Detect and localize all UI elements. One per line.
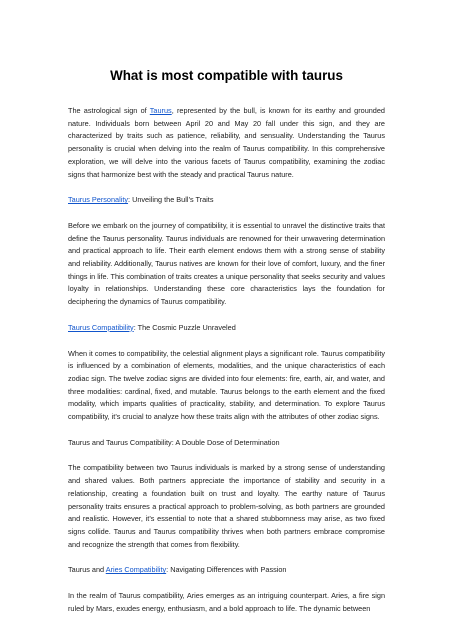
taurus-compatibility-link[interactable]: Taurus Compatibility	[68, 322, 134, 332]
taurus-and-aries-paragraph: In the realm of Taurus compatibility, Aries emerges as an intriguing counterpart. Aries, a fire sign ruled by Mars, exudes energy, enthusiasm, and a bold approach to life. The dynamic between	[68, 591, 385, 613]
aries-compatibility-link[interactable]: Aries Compatibility	[105, 565, 167, 575]
taurus-personality-paragraph: Before we embark on the journey of compatibility, it is essential to unravel the distinctive traits that define the Taurus personality. Taurus individuals are renowned for their unwavering determination and practical approach to life. Their earth element endows them with a strong sense of stability and reliability. Additionally, Taurus natives are known for their love of comfort, luxury, and the finer things in life. This combination of traits creates a unique personality that seeks security and values loyalty in relationships. Understanding these core characteristics lays the foundation for deciphering the dynamics of Taurus compatibility.	[68, 220, 385, 307]
taurus-and-taurus-paragraph: The compatibility between two Taurus individuals is marked by a strong sense of understanding and shared values. Both partners appreciate the importance of stability and security in a relationship, creating a foundation built on trust and loyalty. The earthy nature of Taurus personality traits ensures a practical approach to problem-solving, as both partners are grounded and realistic. However, it’s essential to note that a shared stubbornness may arise, as two fixed signs collide. Taurus and Taurus compatibility thrives when both partners embrace compromise and recognize the strength that comes from flexibility.	[68, 463, 385, 549]
section-heading-taurus-and-aries	[68, 564, 385, 577]
section-heading-taurus-compatibility	[68, 322, 385, 335]
taurus-personality-link[interactable]: Taurus Personality	[68, 195, 129, 205]
section-heading-text: : The Cosmic Puzzle Unraveled	[133, 322, 236, 332]
taurus-compatibility-paragraph: When it comes to compatibility, the celestial alignment plays a significant role. Taurus compatibility is influenced by a combination of elements, modalities, and the unique characteristics of each zodiac sign. The twelve zodiac signs are divided into four elements: fire, earth, air, and water, and three modalities: cardinal, fixed, and mutable. Taurus belongs to the earth element and the fixed modality, which imparts qualities of practicality, stability, and determination. To explore Taurus compatibility, it’s crucial to analyze how these traits align with the attributes of other zodiac signs.	[68, 348, 385, 422]
intro-paragraph	[68, 105, 385, 181]
taurus-link[interactable]: Taurus	[149, 106, 172, 115]
section-heading-taurus-personality	[68, 194, 385, 207]
section-heading-text: : Unveiling the Bull’s Traits	[128, 195, 214, 205]
document-title: What is most compatible with taurus	[110, 68, 343, 83]
intro-text-rest: , represented by the bull, is known for its earthy and grounded nature. Individuals born between April 20 and May 20 fall under this sign, and they are characterized by traits such as patience, reliability, and sensuality. Understanding the Taurus personality is crucial when delving into the realm of Taurus compatibility. In this comprehensive exploration, we will delve into the various facets of Taurus compatibility, examining the zodiac signs that harmonize best with the steady and practical Taurus nature.	[68, 106, 385, 179]
section-heading-text-start: Taurus and	[68, 565, 106, 575]
intro-text-start: The astrological sign of	[68, 106, 150, 115]
section-heading-taurus-and-taurus: Taurus and Taurus Compatibility: A Double Dose of Determination	[68, 437, 280, 447]
section-heading-text: : Navigating Differences with Passion	[166, 565, 287, 575]
